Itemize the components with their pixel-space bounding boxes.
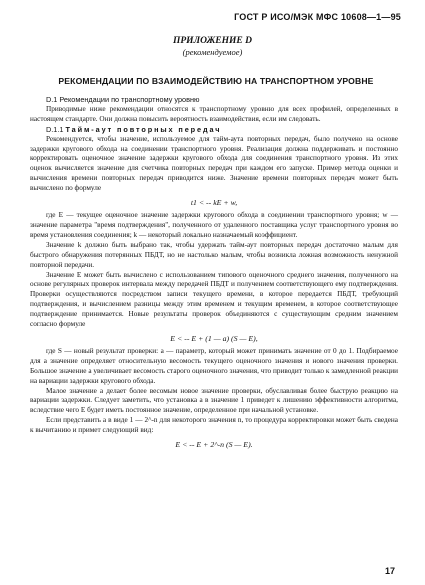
- paragraph-k-selection: Значение k должно быть выбрано так, чтобы удержать тайм-аут повторных передач достаточно малым для быстрого обнаружения потерянных ПБДТ, но не настолько малым, чтобы возникла ложная возможность ненужной повторной передачи.: [30, 240, 398, 269]
- paragraph-s-definition: где S — новый результат проверки: a — параметр, который может принимать значение от 0 до 1. Подбираемое для a значение определяет относительную весомость текущего оценочного значения и нового значения проверки. Большое значение a увеличивает весомость старого оценочного значения, что приводит только к замедленной реакции на вариации задержки кругового обхода.: [30, 346, 398, 385]
- paragraph-shift-form: Если представить a в виде 1 — 2^-n для некоторого значения n, то процедура корректировки может быть сведена к вычитанию и примет следующий вид:: [30, 416, 398, 435]
- main-heading: РЕКОМЕНДАЦИИ ПО ВЗАИМОДЕЙСТВИЮ НА ТРАНСПОРТНОМ УРОВНЕ: [58, 76, 374, 86]
- section-d11-heading: [30, 125, 398, 135]
- paragraph-e-estimation: Значение E может быть вычислено с использованием типового оценочного среднего значения, полученного на основе регулярных проверок интервала между передачей ПБДТ и получением соответствующего ему подтверждения. Проверки осуществляются посредством записи текущего времени, в которое передается ПБДТ, требующий подтверждения, и вычислением разницы между этим временем и текущим временем, в которое соответствующее подтверждение принимается. Новые результаты проверок объединяются с существующим средним значением согласно формуле: [30, 270, 398, 329]
- appendix-subtitle: (рекомендуемое): [182, 47, 243, 57]
- paragraph-retransmission-timeout: Рекомендуется, чтобы значение, используемое для тайм-аута повторных передач, было получено на основе задержки кругового обхода на соединении транспортного уровня. Реализация должна поддерживать и постоянно корректировать оценочное значение задержки кругового обхода для соединения транспортного уровня. Из этих оценок вычисляется значение для счетчика повторных передач при каждом его запуске. Пример метода оценки и вычисления времени повторных передач приводится ниже. Значение времени повторных передач может быть вычислено по формуле: [30, 134, 398, 193]
- section-d1-heading: D.1 Рекомендации по транспортному уровню: [46, 95, 200, 104]
- formula-timeout: t1 < -- kE + w,: [190, 198, 238, 208]
- appendix-title: ПРИЛОЖЕНИЕ D: [172, 36, 252, 46]
- section-d11-number: D.1.1: [46, 124, 64, 134]
- section-d1-intro: Приводимые ниже рекомендации относятся к транспортному уровню для всех профилей, определенных в настоящем стандарте. Они должна повысить вероятность взаимодействия, если им следовать.: [30, 104, 398, 123]
- formula-average-update: E < -- E + (1 — a) (S — E),: [170, 333, 258, 343]
- section-d11-title: Тайм-аут повторных передач: [65, 124, 222, 134]
- document-body: [30, 95, 398, 453]
- formula-shift-update: E < -- E + 2^-n (S — E).: [175, 440, 253, 450]
- paragraph-small-a: Малое значение a делает более весомым новое значение проверки, обуславливая более быструю реакцию на вариации задержки. Следует заметить, что установка a в значение 1 приведет к лишению эффективности алгоритма, вследствие чего E будет иметь постоянное значение, определенное при начальной установке.: [30, 386, 398, 415]
- page-number: 17: [384, 566, 395, 576]
- standard-code-header: ГОСТ Р ИСО/МЭК МФС 10608—1—95: [234, 12, 401, 22]
- paragraph-formula-definitions: где E — текущее оценочное значение задержки кругового обхода в соединении транспортного уровня; w — значение параметра "время подтверждения", полученного от удаленного поставщика услуг транспортного уровня во время установления соединения; k — некоторый локально назначаемый коэффициент.: [30, 211, 398, 239]
